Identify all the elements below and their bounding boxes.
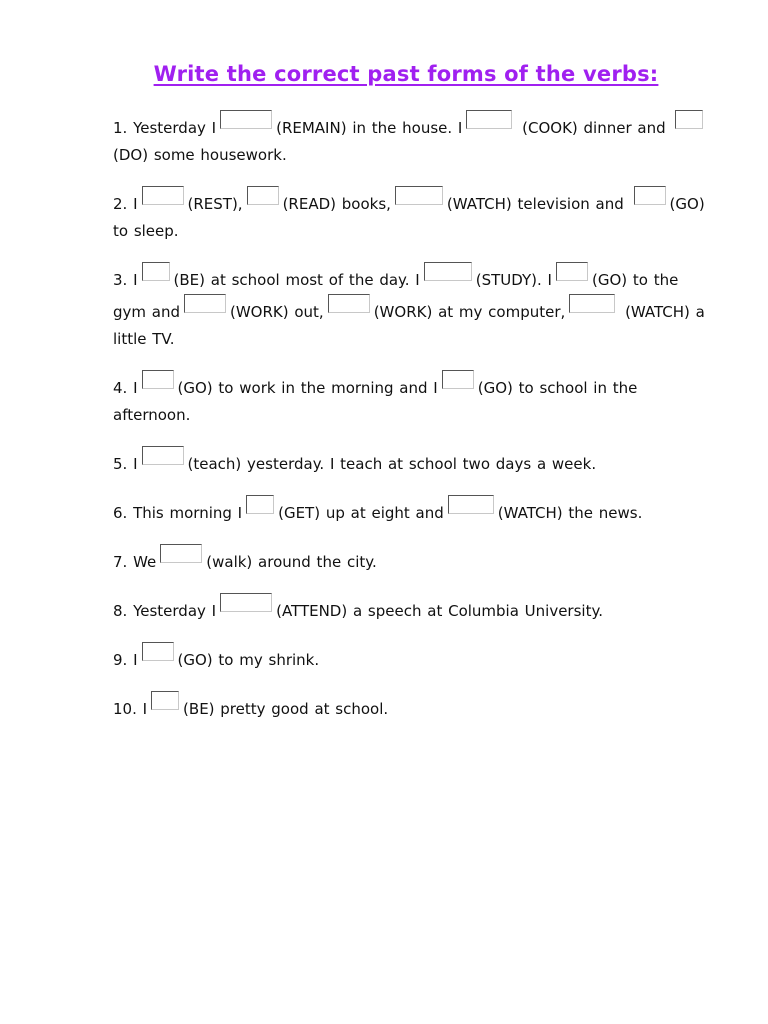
answer-box[interactable] — [142, 446, 184, 465]
answer-box[interactable] — [556, 262, 588, 281]
answer-box[interactable] — [184, 294, 226, 313]
exercise-item-1 — [113, 110, 713, 169]
exercise-item-10 — [113, 691, 713, 723]
answer-box[interactable] — [220, 593, 272, 612]
item-text: 5. I — [113, 455, 138, 473]
answer-box[interactable] — [675, 110, 703, 129]
item-text: (BE) at school most of the day. I — [173, 271, 420, 289]
item-text: (WATCH) the news. — [497, 504, 643, 522]
exercise-item-7 — [113, 544, 713, 576]
answer-box[interactable] — [448, 495, 494, 514]
item-text: 4. I — [113, 379, 138, 397]
item-text: (GO) to my shrink. — [177, 651, 320, 669]
answer-box[interactable] — [160, 544, 202, 563]
answer-box[interactable] — [395, 186, 443, 205]
item-text: 7. We — [113, 553, 157, 571]
answer-box[interactable] — [569, 294, 615, 313]
item-text: (WATCH) a little TV. — [113, 303, 705, 348]
answer-box[interactable] — [246, 495, 274, 514]
answer-box[interactable] — [220, 110, 272, 129]
item-text: (REMAIN) in the house. I — [276, 119, 463, 137]
item-text: (GO) to sleep. — [113, 195, 705, 240]
item-text: 1. Yesterday I — [113, 119, 217, 137]
worksheet-title: Write the correct past forms of the verbs: — [153, 62, 659, 86]
item-text: 6. This morning I — [113, 504, 243, 522]
item-text: 3. I — [113, 271, 138, 289]
item-text: (WORK) out, — [230, 303, 324, 321]
answer-box[interactable] — [247, 186, 279, 205]
exercise-item-3 — [113, 262, 713, 353]
exercise-item-6 — [113, 495, 713, 527]
answer-box[interactable] — [424, 262, 472, 281]
item-text: 9. I — [113, 651, 138, 669]
answer-box[interactable] — [142, 642, 174, 661]
item-text: (GO) to school in the afternoon. — [113, 379, 638, 424]
item-text: (REST), — [187, 195, 243, 213]
exercise-item-5 — [113, 446, 713, 478]
item-text: (teach) yesterday. I teach at school two days a week. — [187, 455, 597, 473]
answer-box[interactable] — [442, 370, 474, 389]
item-text: 8. Yesterday I — [113, 602, 217, 620]
item-text: 10. I — [113, 700, 148, 718]
answer-box[interactable] — [151, 691, 179, 710]
exercise-item-9 — [113, 642, 713, 674]
item-text: (BE) pretty good at school. — [183, 700, 389, 718]
answer-box[interactable] — [142, 262, 170, 281]
answer-box[interactable] — [634, 186, 666, 205]
item-text: (STUDY). I — [475, 271, 552, 289]
exercise-item-8 — [113, 593, 713, 625]
item-text: (COOK) dinner and — [522, 119, 666, 137]
item-text: (GET) up at eight and — [278, 504, 444, 522]
answer-box[interactable] — [142, 186, 184, 205]
answer-box[interactable] — [466, 110, 512, 129]
item-text: (GO) to the gym and — [113, 271, 679, 321]
answer-box[interactable] — [142, 370, 174, 389]
item-text: (GO) to work in the morning and I — [177, 379, 438, 397]
item-text: (walk) around the city. — [206, 553, 377, 571]
item-text: (WATCH) television and — [446, 195, 624, 213]
item-text: (WORK) at my computer, — [373, 303, 566, 321]
item-text: 2. I — [113, 195, 138, 213]
answer-box[interactable] — [328, 294, 370, 313]
exercise-item-2 — [113, 186, 713, 245]
exercise-item-4 — [113, 370, 713, 429]
exercise-list — [113, 110, 713, 740]
item-text: (ATTEND) a speech at Columbia University. — [276, 602, 603, 620]
item-text: (DO) some housework. — [113, 146, 287, 164]
item-text: (READ) books, — [282, 195, 391, 213]
